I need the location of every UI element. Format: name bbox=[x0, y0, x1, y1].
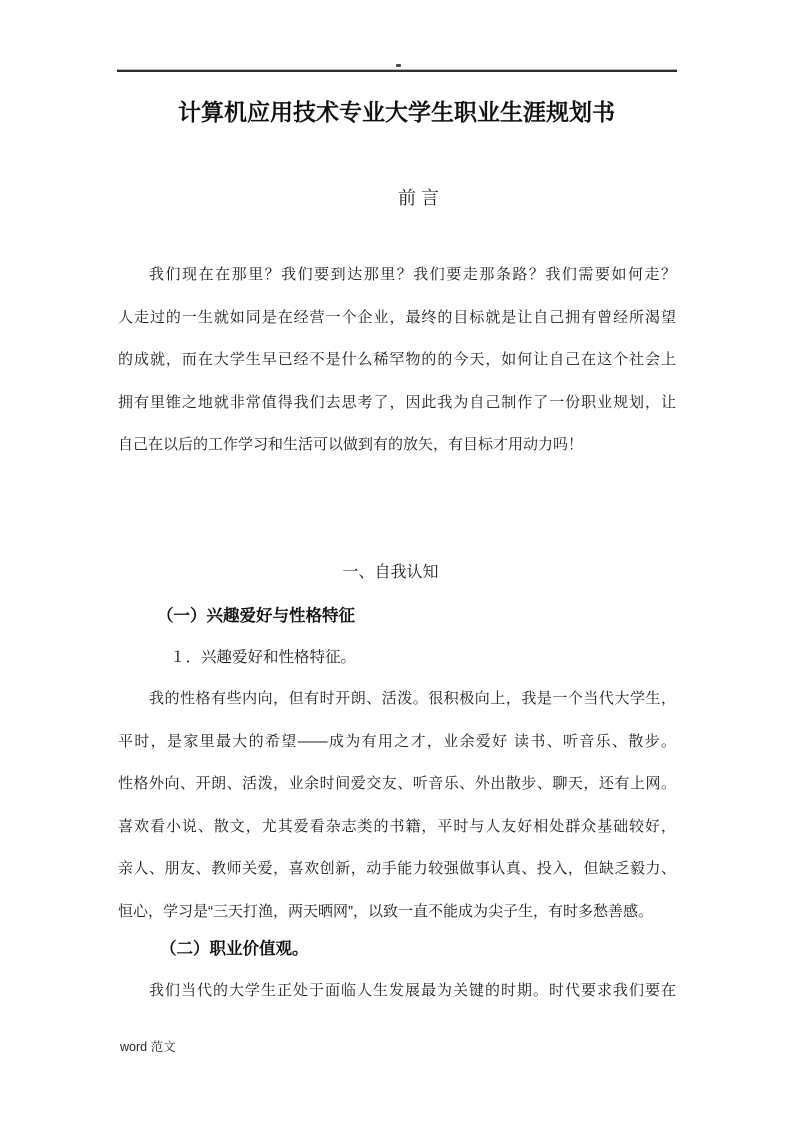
paragraph-line: 拥有里锥之地就非常值得我们去思考了，因此我为自己制作了一份职业规划，让 bbox=[118, 393, 676, 411]
preface-paragraph bbox=[118, 254, 676, 467]
paragraph-line: 性格外向、开朗、活泼，业余时间爱交友、听音乐、外出散步、聊天，还有上网。 bbox=[118, 775, 676, 792]
paragraph-line: 喜欢看小说、散文，尤其爱看杂志类的书籍，平时与人友好相处群众基础较好， bbox=[118, 817, 676, 835]
subheading-career-values: （二）职业价值观。 bbox=[160, 940, 309, 958]
paragraph-line: 平时，是家里最大的希望——成为有用之才，业余爱好 读书、听音乐、散步。 bbox=[118, 732, 676, 750]
section-heading-self-awareness: 一、自我认知 bbox=[342, 564, 439, 581]
paragraph-line: 人走过的一生就如同是在经营一个企业，最终的目标就是让自己拥有曾经所渴望 bbox=[118, 308, 676, 326]
paragraph-line: 我们当代的大学生正处于面临人生发展最为关键的时期。时代要求我们要在 bbox=[149, 982, 676, 999]
footer-watermark: word 范文 bbox=[120, 1040, 176, 1054]
paragraph-line: 亲人、朋友、教师关爱，喜欢创新，动手能力较强做事认真、投入，但缺乏毅力、 bbox=[118, 860, 676, 877]
preface-heading: 前 言 bbox=[397, 188, 439, 208]
paragraph-line: 自己在以后的工作学习和生活可以做到有的放矢，有目标才用动力吗！ bbox=[118, 436, 584, 453]
personality-paragraph bbox=[118, 678, 676, 933]
document-title: 计算机应用技术专业大学生职业生涯规划书 bbox=[178, 99, 615, 125]
career-values-paragraph bbox=[118, 970, 676, 1013]
header-rule bbox=[117, 69, 677, 72]
paragraph-line: 我的性格有些内向，但有时开朗、活泼。很积极向上，我是一个当代大学生， bbox=[149, 690, 676, 707]
paragraph-line: 恒心，学习是“三天打渔，两天晒网”，以致一直不能成为尖子生，有时多愁善感。 bbox=[118, 902, 653, 920]
paragraph-line: 我们现在在那里？我们要到达那里？我们要走那条路？我们需要如何走？ bbox=[149, 266, 676, 283]
header-dot bbox=[396, 64, 401, 67]
paragraph-line: 的成就，而在大学生早已经不是什么稀罕物的的今天，如何让自己在这个社会上 bbox=[118, 351, 676, 368]
numbered-item-interests: １．兴趣爱好和性格特征。 bbox=[170, 649, 357, 666]
subheading-interests-personality: （一）兴趣爱好与性格特征 bbox=[157, 607, 355, 625]
